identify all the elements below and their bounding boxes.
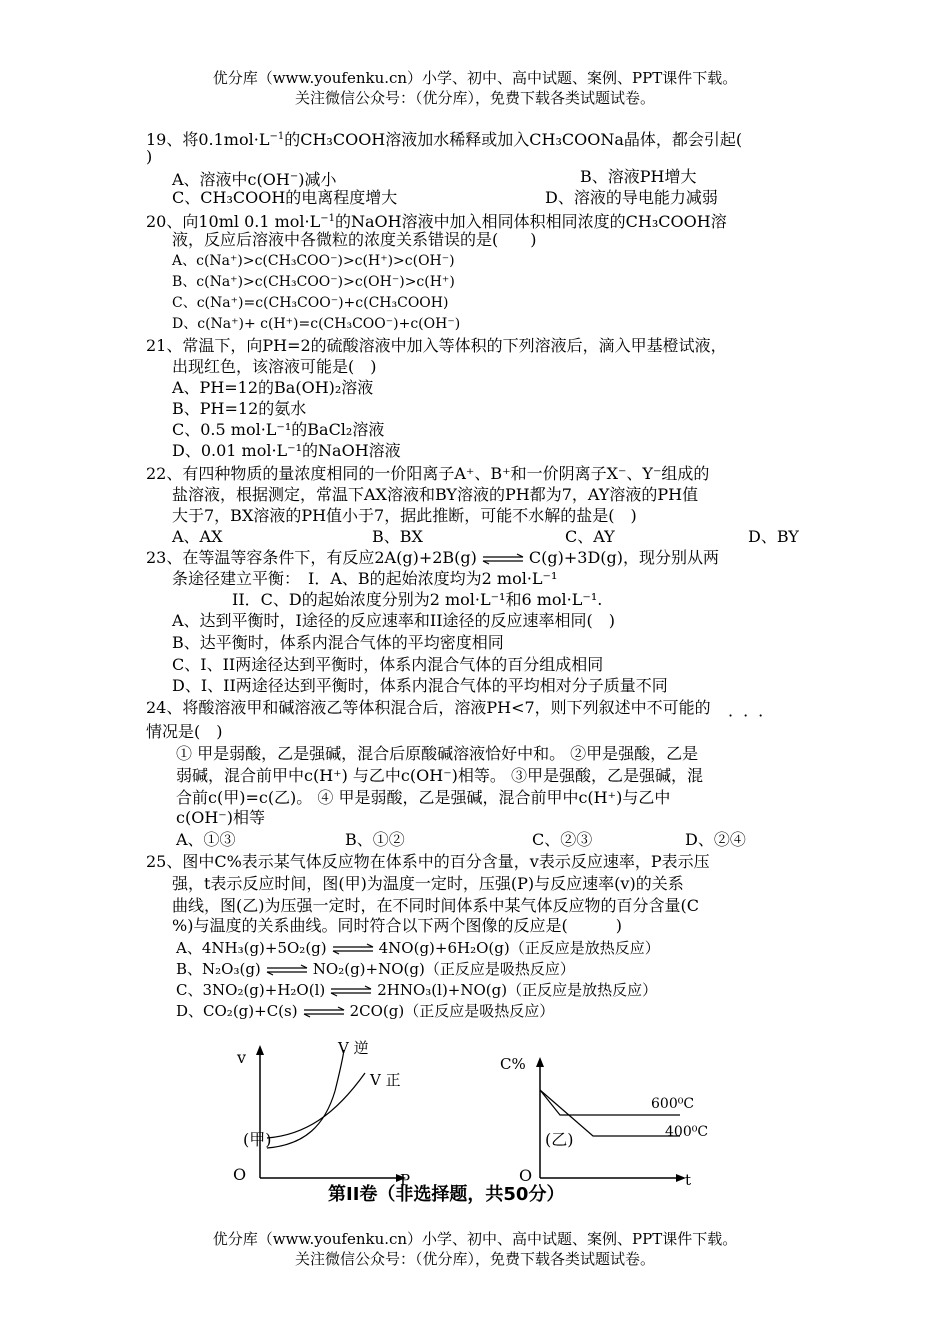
q25-option-c-left: C、3NO₂(g)+H₂O(l) [176,981,326,999]
q24-body-3: 合前c(甲)=c(乙)。 ④ 甲是弱酸，乙是强碱，混合前甲中c(H⁺)与乙中 [176,788,671,807]
q19-stem-a: 19、将0.1mol·L [146,130,270,149]
q24-option-c: C、②③ [532,830,593,849]
graph-jia [225,1035,425,1195]
q25-option-d [176,1001,554,1021]
q22-option-a: A、AX [172,527,223,546]
q25-option-c-right: 2HNO₃(l)+NO(g)（正反应是放热反应） [377,981,658,999]
q24-option-a: A、①③ [176,830,236,849]
q25-option-b-left: B、N₂O₃(g) [176,960,261,978]
q24-option-b: B、①② [345,830,405,849]
section-2-title: 第II卷（非选择题，共50分） [328,1184,565,1205]
curve-label-v-reverse: V 逆 [338,1039,369,1057]
q24-stem: 24、将酸溶液甲和碱溶液乙等体积混合后，溶液PH<7，则下列叙述中不可能的 [146,698,711,717]
q23-option-b: B、达平衡时，体系内混合气体的平均密度相同 [172,633,504,652]
q20-stem-c: 溶 [710,212,727,231]
q20-stem-a: 20、向10ml 0.1 mol·L [146,212,321,231]
q20-stem-b: 的NaOH溶液中加入相同体积相同浓度的 [335,212,626,231]
sup: −1 [320,213,336,224]
q22-stem-3: 大于7，BX溶液的PH值小于7，据此推断，可能不水解的盐是( ) [172,506,637,525]
arrow-icon [536,1057,544,1067]
q25-option-b-right: NO₂(g)+NO(g)（正反应是吸热反应） [312,960,575,978]
q24-body-4: c(OH⁻)相等 [176,808,265,827]
x-label: P [400,1171,411,1189]
q19-option-c [172,188,397,208]
arrow-icon [256,1045,264,1055]
equilibrium-arrow-icon [331,943,375,955]
curve-label-600c: 600⁰C [651,1096,695,1112]
q21-option-a: A、PH=12的Ba(OH)₂溶液 [172,378,374,397]
q19-stem-cont: ) [146,147,153,166]
q25-option-a-left: A、4NH₃(g)+5O₂(g) [176,939,327,957]
q21-option-d: D、0.01 mol·L⁻¹的NaOH溶液 [172,441,401,460]
equilibrium-arrow-icon [329,985,373,997]
q20-option-b: B、c(Na⁺)>c(CH₃COO⁻)>c(OH⁻)>c(H⁺) [172,274,455,290]
chem-ch3cooh: CH₃COOH [300,130,386,149]
q25-option-d-left: D、CO₂(g)+C(s) [176,1002,298,1020]
chem-ch3cooh: CH₃COOH [625,212,711,231]
q25-stem-3: 曲线，图(乙)为压强一定时，在不同时间体系中某气体反应物的百分含量(C [172,896,699,915]
curve-label-400c: 400⁰C [665,1124,709,1140]
origin-label: O [519,1166,533,1185]
q23-stem-2: 条途径建立平衡： I．A、B的起始浓度均为2 mol·L⁻¹ [172,569,558,588]
equilibrium-arrow-icon [481,553,525,565]
q25-option-a [176,938,660,958]
footer-line-1: 优分库（www.youfenku.cn）小学、初中、高中试题、案例、PPT课件下载。 [212,1230,738,1248]
q19-option-a: A、溶液中c(OH−)减小 [172,170,337,189]
q20-stem-cont: 液，反应后溶液中各微粒的浓度关系错误的是( ) [172,230,537,249]
chem-ch3cooh: CH₃COOH [200,188,286,207]
q22-option-c: C、AY [565,527,615,546]
q23-option-a: A、达到平衡时，I途径的反应速率和II途径的反应速率相同( ) [172,611,616,630]
q21-stem-cont: 出现红色，该溶液可能是( ) [172,357,377,376]
q19-option-c-label: C、 [172,188,201,207]
q20-option-d: D、c(Na⁺)+ c(H⁺)=c(CH₃COO⁻)+c(OH⁻) [172,316,461,332]
chem-ch3coona: CH₃COONa [529,130,624,149]
x-label: t [685,1171,692,1189]
q21-option-b: B、PH=12的氨水 [172,399,307,418]
q25-option-c [176,980,657,1000]
q20-option-a: A、c(Na⁺)>c(CH₃COO⁻)>c(H⁺)>c(OH⁻) [172,253,455,269]
q23-stem-b: C(g)+3D(g)，现分别从两 [528,548,720,567]
q19-option-c-end: 的电离程度增大 [285,188,398,207]
q23-stem-a: 23、在等温等容条件下，有反应2A(g)+2B(g) [146,548,477,567]
q23-stem [146,548,719,568]
q20-option-c: C、c(Na⁺)=c(CH₃COO⁻)+c(CH₃COOH) [172,295,449,311]
q19-stem-c: 溶液加水稀释或加入 [385,130,530,149]
curve-label-v-forward: V 正 [370,1071,401,1089]
q24-body-1: ① 甲是弱酸，乙是强碱，混合后原酸碱溶液恰好中和。 ②甲是强酸，乙是 [176,744,699,763]
curve-v-forward [267,1073,365,1138]
equilibrium-arrow-icon [265,964,309,976]
curve-v-reverse [267,1050,344,1148]
q24-stem-cont: 情况是( ) [146,722,223,741]
graph-yi [495,1045,715,1195]
header-line-2: 关注微信公众号：（优分库），免费下载各类试题试卷。 [294,89,655,107]
q25-option-a-right: 4NO(g)+6H₂O(g)（正反应是放热反应） [378,939,660,957]
q22-option-b: B、BX [372,527,423,546]
q22-stem: 22、有四种物质的量浓度相同的一价阳离子A⁺、B⁺和一价阴离子X⁻、Y⁻组成的 [146,464,710,483]
q19-stem-d: 晶体，都会引起( [623,130,743,149]
emphasis-dots: ··· [728,706,774,725]
q23-option-c: C、I、II两途径达到平衡时，体系内混合气体的百分组成相同 [172,655,604,674]
y-label: C% [500,1055,526,1073]
q23-option-d: D、I、II两途径达到平衡时，体系内混合气体的平均相对分子质量不同 [172,676,668,695]
q19-option-b: B、溶液PH增大 [580,167,697,186]
q24-body-2: 弱碱，混合前甲中c(H⁺) 与乙中c(OH⁻)相等。 ③甲是强酸，乙是强碱，混 [176,766,703,785]
q23-stem-3: II．C、D的起始浓度分别为2 mol·L⁻¹和6 mol·L⁻¹. [232,590,603,609]
sup: −1 [269,131,285,142]
q19-option-a-end: )减小 [298,170,337,189]
graph-name: (乙) [545,1130,574,1149]
q25-option-b [176,959,575,979]
q24-option-d: D、②④ [685,830,746,849]
q20-stem [146,209,727,232]
q19-stem [146,127,742,150]
q19-stem-b: 的 [284,130,301,149]
q21-option-c: C、0.5 mol·L⁻¹的BaCl₂溶液 [172,420,385,439]
q21-stem: 21、常温下，向PH=2的硫酸溶液中加入等体积的下列溶液后，滴入甲基橙试液， [146,336,727,355]
q25-option-d-right: 2CO(g)（正反应是吸热反应） [349,1002,555,1020]
q25-stem: 25、图中C%表示某气体反应物在体系中的百分含量，v表示反应速率，P表示压 [146,852,710,871]
q25-stem-4: %)与温度的关系曲线。同时符合以下两个图像的反应是( ) [172,916,622,935]
origin-label: O [233,1165,247,1184]
header-line-1: 优分库（www.youfenku.cn）小学、初中、高中试题、案例、PPT课件下载。 [212,69,738,87]
graph-name: (甲) [243,1130,272,1149]
q25-stem-2: 强，t表示反应时间，图(甲)为温度一定时，压强(P)与反应速率(v)的关系 [172,874,684,893]
q19-option-a-text: A、溶液中c(OH [172,170,290,189]
q22-stem-2: 盐溶液，根据测定，常温下AX溶液和BY溶液的PH都为7，AY溶液的PH值 [172,485,699,504]
y-label: v [237,1048,247,1067]
q22-option-d: D、BY [748,527,799,546]
footer-line-2: 关注微信公众号：（优分库），免费下载各类试题试卷。 [294,1250,655,1268]
equilibrium-arrow-icon [302,1006,346,1018]
q19-option-d: D、溶液的导电能力减弱 [545,188,718,207]
